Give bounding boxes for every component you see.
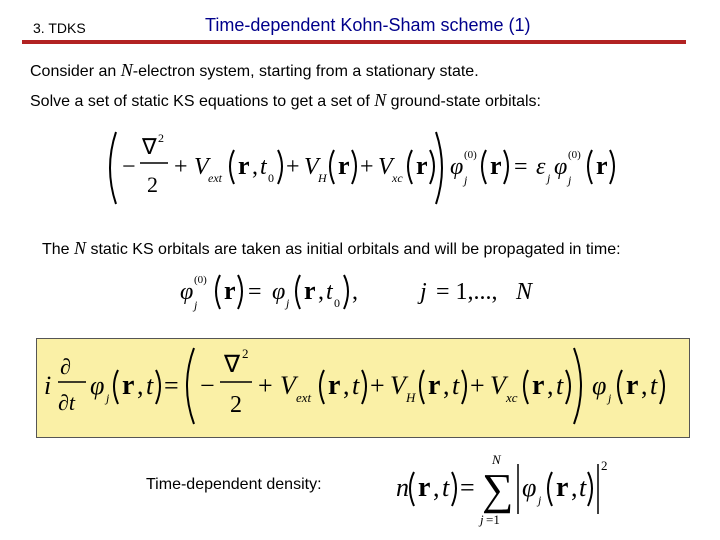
svg-text:j: j [608,391,612,405]
svg-text:2: 2 [601,458,608,473]
svg-text:t: t [556,371,564,400]
svg-text:r: r [532,370,545,401]
svg-text:r: r [418,472,431,503]
svg-text:j: j [194,298,198,312]
svg-text:∑: ∑ [482,465,514,514]
svg-text:=: = [164,371,179,400]
svg-text:(0): (0) [568,149,581,161]
svg-text:φ: φ [272,279,286,305]
initial-orbitals-line [42,238,621,259]
svg-text:V: V [490,371,506,400]
svg-text:ε: ε [536,154,546,180]
svg-text:ext: ext [296,390,312,405]
initial-orbitals-var: N [74,238,87,258]
svg-text:,: , [137,371,144,400]
svg-text:0: 0 [334,296,340,310]
svg-text:j: j [286,296,290,310]
svg-text:0: 0 [268,171,274,185]
svg-text:t: t [326,279,333,305]
svg-text:φ: φ [450,154,464,180]
svg-text:∂: ∂ [60,354,71,379]
svg-text:V: V [304,154,319,180]
svg-text:N: N [492,452,501,467]
intro-text-pre: Consider an [30,63,121,80]
svg-text:,: , [641,371,648,400]
svg-text:V: V [194,154,209,180]
svg-text:φ: φ [592,371,607,400]
svg-text:2: 2 [230,392,242,418]
svg-text:j: j [106,391,110,405]
slide-title: Time-dependent Kohn-Sham scheme (1) [205,15,531,35]
svg-text:r: r [224,276,236,305]
intro-text-post: -electron system, starting from a stationary state. [132,63,479,80]
tdks-equation [44,342,684,430]
svg-text:2: 2 [147,172,158,197]
svg-text:+: + [286,154,300,180]
svg-text:j: j [568,173,572,187]
svg-text:xc: xc [506,390,518,405]
static-ks-text-pre: Solve a set of static KS equations to get a set of [30,93,375,110]
svg-text:r: r [304,276,316,305]
svg-text:+: + [174,154,188,180]
svg-text:ext: ext [208,171,222,185]
static-ks-equation [102,128,632,208]
svg-text:t: t [260,154,267,180]
svg-text:=: = [460,473,475,502]
svg-text:t: t [146,371,154,400]
svg-text:∇: ∇ [224,352,241,378]
svg-text:,: , [433,473,440,502]
svg-text:,: , [343,371,350,400]
svg-text:j: j [464,173,468,187]
svg-text:r: r [626,370,639,401]
initial-condition-equation [180,265,550,315]
svg-text:r: r [596,151,608,180]
svg-text:t: t [452,371,460,400]
initial-orbitals-text-pre: The [42,241,75,258]
svg-text:=1: =1 [486,512,500,527]
svg-text:−: − [122,154,136,180]
svg-text:∇: ∇ [142,134,157,159]
svg-text:j: j [547,171,551,185]
svg-text:−: − [200,371,215,400]
svg-text:=: = [248,279,262,305]
svg-text:n: n [396,473,409,502]
svg-text:= 1,...,: = 1,..., [436,279,498,305]
svg-text:+: + [470,371,485,400]
svg-text:2: 2 [158,131,164,145]
svg-text:t: t [442,473,450,502]
intro-line [30,60,479,81]
svg-text:φ: φ [522,473,537,502]
initial-orbitals-text-post: static KS orbitals are taken as initial orbitals and will be propagated in time: [86,241,621,258]
svg-text:t: t [650,371,658,400]
svg-text:∂t: ∂t [58,390,75,415]
svg-text:=: = [514,154,528,180]
svg-text:j: j [480,512,484,527]
svg-text:(0): (0) [464,149,477,161]
static-ks-var: N [374,90,387,110]
svg-text:r: r [328,370,341,401]
static-ks-text-post: ground-state orbitals: [386,93,541,110]
svg-text:j: j [420,279,427,305]
svg-text:,: , [352,279,358,305]
intro-var: N [120,60,133,80]
svg-text:,: , [252,154,258,180]
density-equation [372,448,612,530]
svg-text:t: t [579,473,587,502]
svg-text:,: , [571,473,578,502]
svg-text:r: r [338,151,350,180]
svg-text:i: i [44,371,52,400]
svg-text:r: r [416,151,428,180]
svg-text:+: + [360,154,374,180]
svg-text:r: r [490,151,502,180]
svg-text:H: H [406,390,416,405]
svg-text:(0): (0) [194,274,207,286]
svg-text:t: t [352,371,360,400]
static-ks-line [30,90,541,111]
svg-text:r: r [556,472,569,503]
svg-text:,: , [547,371,554,400]
svg-text:H: H [318,171,327,185]
svg-text:r: r [122,370,135,401]
svg-text:V: V [378,154,393,180]
svg-text:r: r [428,370,441,401]
density-label: Time-dependent density: [146,476,322,493]
svg-text:j: j [538,493,542,507]
svg-text:2: 2 [242,346,249,361]
svg-text:φ: φ [180,279,194,305]
svg-text:,: , [443,371,450,400]
svg-text:φ: φ [90,371,105,400]
section-tag: 3. TDKS [33,20,86,36]
svg-text:+: + [370,371,385,400]
svg-text:V: V [390,371,406,400]
title-rule [22,40,686,44]
svg-text:xc: xc [392,171,403,185]
svg-text:r: r [238,151,250,180]
svg-text:,: , [318,279,324,305]
svg-text:V: V [280,371,296,400]
svg-text:+: + [258,371,273,400]
svg-text:N: N [516,279,533,305]
svg-text:φ: φ [554,154,568,180]
